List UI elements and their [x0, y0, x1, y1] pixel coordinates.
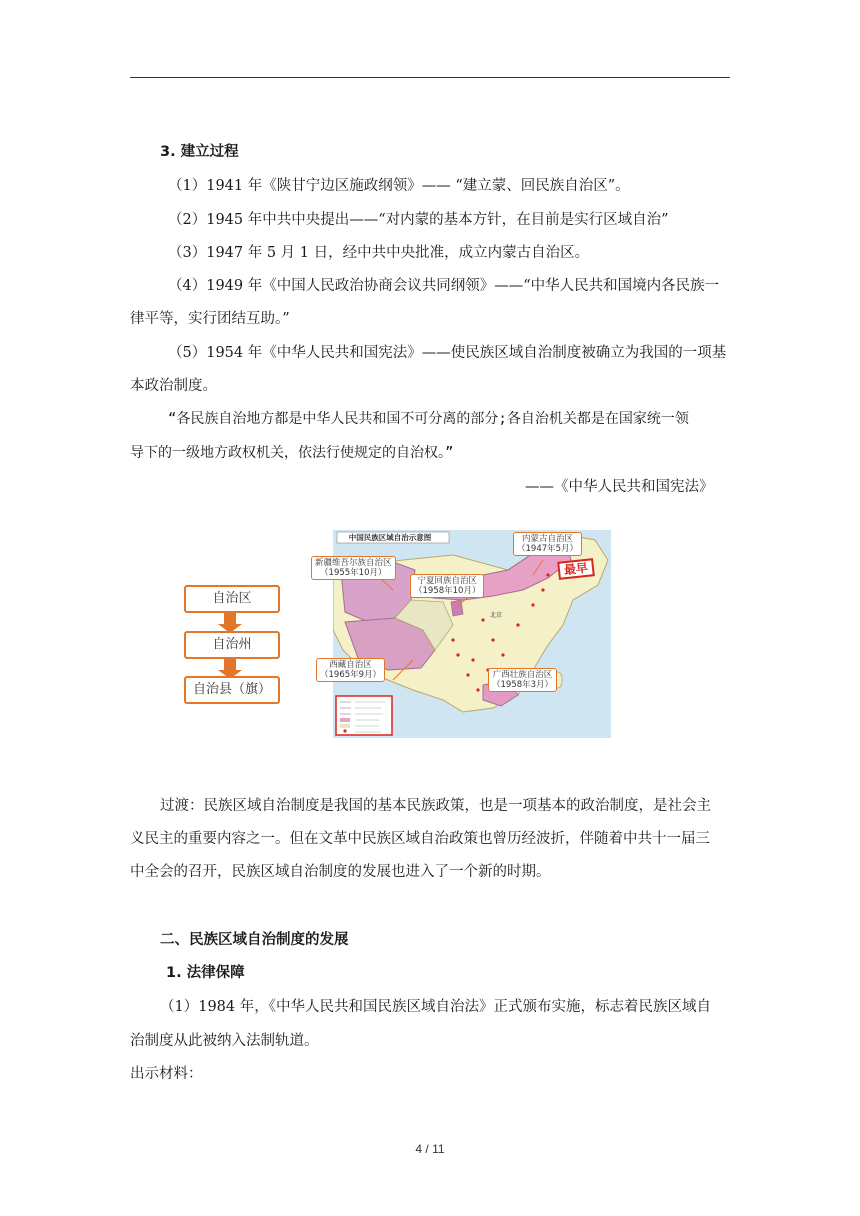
callout-date: （1947年5月） [517, 544, 579, 554]
callout-name: 广西壮族自治区 [492, 670, 553, 680]
section-heading: 3. 建立过程 [160, 144, 239, 160]
transition-line: 中全会的召开，民族区域自治制度的发展也进入了一个新的时期。 [130, 864, 551, 880]
transition-line: 过渡：民族区域自治制度是我国的基本民族政策，也是一项基本的政治制度，是社会主 [160, 798, 711, 814]
beijing-label: 北京 [490, 612, 503, 619]
show-material-label: 出示材料： [130, 1066, 203, 1082]
callout-date: （1965年9月） [320, 670, 382, 680]
callout-name: 宁夏回族自治区 [417, 576, 477, 586]
sub-heading: 1. 法律保障 [166, 965, 245, 981]
china-autonomy-map [315, 530, 611, 738]
paragraph-line: 律平等，实行团结互助。” [130, 311, 290, 327]
flow-box-prefecture: 自治州 [184, 631, 280, 659]
flow-box-region: 自治区 [184, 585, 280, 613]
quote-line: “各民族自治地方都是中华人民共和国不可分离的部分;各自治机关都是在国家统一领 [168, 411, 689, 427]
paragraph-line: （5）1954 年《中华人民共和国宪法》——使民族区域自治制度被确立为我国的一项基 [168, 345, 727, 361]
callout-xinjiang [311, 556, 396, 580]
callout-date: （1955年10月） [320, 568, 387, 578]
section-heading: 二、民族区域自治制度的发展 [160, 932, 349, 948]
map-title: 中国民族区域自治示意图 [348, 533, 432, 542]
paragraph-line: （4）1949 年《中国人民政治协商会议共同纲领》——“中华人民共和国境内各民族一 [168, 278, 720, 294]
page-number: 4 / 11 [415, 1142, 445, 1156]
callout-date: （1958年3月） [492, 680, 554, 690]
header-rule [130, 77, 730, 78]
flow-box-county: 自治县（旗） [184, 676, 280, 704]
callout-name: 西藏自治区 [329, 660, 372, 670]
transition-line: 义民主的重要内容之一。但在文革中民族区域自治政策也曾历经波折，伴随着中共十一届三 [130, 831, 710, 847]
paragraph-line: 治制度从此被纳入法制轨道。 [130, 1033, 319, 1049]
earliest-stamp: 最早 [557, 558, 595, 580]
quote-source: ——《中华人民共和国宪法》 [525, 479, 714, 495]
callout-guangxi [488, 668, 557, 692]
paragraph-line: （3）1947 年 5 月 1 日，经中共中央批准，成立内蒙古自治区。 [168, 245, 590, 261]
callout-tibet [316, 658, 385, 682]
callout-inner-mongolia [513, 532, 582, 556]
callout-name: 新疆维吾尔族自治区 [315, 558, 392, 568]
callout-date: （1958年10月） [414, 586, 481, 596]
paragraph-line: 本政治制度。 [130, 378, 217, 394]
quote-line: 导下的一级地方政权机关，依法行使规定的自治权。” [130, 445, 454, 461]
callout-ningxia [410, 574, 484, 598]
paragraph-line: （1）1941 年《陕甘宁边区施政纲领》—— “建立蒙、回民族自治区”。 [168, 178, 630, 194]
callout-name: 内蒙古自治区 [522, 534, 574, 544]
paragraph-line: （1）1984 年，《中华人民共和国民族区域自治法》正式颁布实施，标志着民族区域自 [160, 999, 711, 1015]
paragraph-line: （2）1945 年中共中央提出——“对内蒙的基本方针，在目前是实行区域自治” [168, 212, 669, 228]
